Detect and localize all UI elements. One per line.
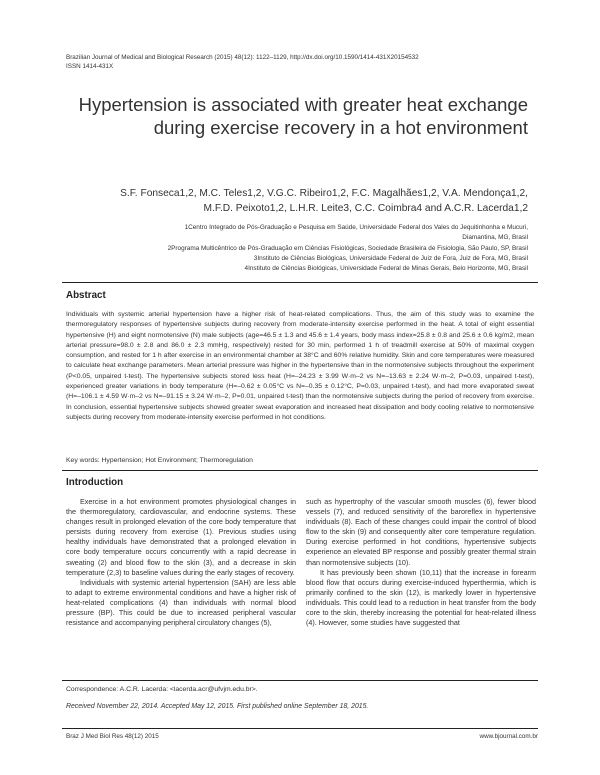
intro-paragraph-3: such as hypertrophy of the vascular smooth muscles (6), fewer blood vessels (7), and reduced sensitivity of the baroreflex in hypertensive individuals (8). Each of these changes could impair the control of blood flow to the skin (9) and consequently alter core temperature regulation. During exercise performed in hot conditions, hypertensive subjects experience an elevated BP response and possibly greater thermal strain than normotensive subjects (10). — [306, 497, 536, 567]
intro-paragraph-1: Exercise in a hot environment promotes physiological changes in the thermoregulatory, cardiovascular, and endocrine systems. These changes result in prolonged elevation of the core body temperature that persists during recovery from exercise (1). Previous studies using healthy individuals have demonstrated that a prolonged elevation in core body temperature occurs concurrently with a rapid decrease in sweating (2) and blood flow to the skin (3), and a decrease in skin temperature (2,3) to baseline values during the early stages of recovery. — [66, 497, 296, 577]
issn: ISSN 1414-431X — [66, 62, 114, 70]
article-title: Hypertension is associated with greater heat exchange during exercise recovery in a hot environment — [78, 94, 528, 138]
keywords: Key words: Hypertension; Hot Environment; Thermoregulation — [66, 457, 253, 464]
journal-citation: Brazilian Journal of Medical and Biological Research (2015) 48(12): 1122–1129, http://dx.doi.org/10.1590/1414-431X20154532 — [66, 54, 419, 61]
footer-website: www.bjournal.com.br — [479, 733, 538, 740]
intro-left-column — [66, 497, 296, 628]
received-dates: Received November 22, 2014. Accepted May 12, 2015. First published online September 18, 2015. — [66, 703, 369, 710]
divider-footnotes — [62, 680, 538, 681]
footer-citation: Braz J Med Biol Res 48(12) 2015 — [66, 733, 159, 740]
affiliation-1a: 1Centro Integrado de Pós-Graduação e Pesquisa em Saúde, Universidade Federal dos Vales do Jequitinhonha e Mucuri, — [184, 224, 528, 231]
affiliation-3: 3Instituto de Ciências Biológicas, Universidade Federal de Juiz de Fora, Juiz de Fora, MG, Brasil — [253, 254, 528, 262]
intro-right-column — [306, 497, 536, 628]
affiliation-4: 4Instituto de Ciências Biológicas, Universidade Federal de Minas Gerais, Belo Horizonte, MG, Brasil — [244, 265, 528, 273]
abstract-heading: Abstract — [66, 290, 106, 301]
author-list — [58, 186, 528, 216]
correspondence: Correspondence: A.C.R. Lacerda: <lacerda.acr@ufvjm.edu.br>. — [66, 686, 258, 693]
divider-footer — [62, 728, 538, 729]
intro-paragraph-2: Individuals with systemic arterial hypertension (SAH) are less able to adapt to extreme environmental conditions and have a higher risk of heat-related complications (4) than individuals with normal blood pressure (BP). This could be due to increased peripheral vascular resistance and accompanying peripheral circulatory changes (5), — [66, 577, 296, 628]
affiliations — [58, 223, 528, 274]
divider-introduction — [62, 470, 538, 471]
intro-paragraph-4: It has previously been shown (10,11) that the increase in forearm blood flow that occurs during exercise-induced hyperthermia, which is primarily confined to the skin (12), is markedly lower in hypertensive individuals. This could lead to a reduction in heat transfer from the body core to the skin, thereby increasing the potential for heat-related illness (4). However, some studies have suggested that — [306, 567, 536, 628]
author-line-2: M.F.D. Peixoto1,2, L.H.R. Leite3, C.C. Coimbra4 and A.C.R. Lacerda1,2 — [203, 203, 528, 214]
author-line-1: S.F. Fonseca1,2, M.C. Teles1,2, V.G.C. Ribeiro1,2, F.C. Magalhães1,2, V.A. Mendonça1,2, — [120, 188, 528, 199]
affiliation-1b: Diamantina, MG, Brasil — [462, 234, 528, 242]
journal-header — [66, 54, 419, 71]
affiliation-2: 2Programa Multicêntrico de Pós-Graduação em Ciências Fisiológicas, Sociedade Brasileira de Fisiologia, São Paulo, SP, Brasil — [167, 244, 528, 252]
abstract-text: Individuals with systemic arterial hypertension have a higher risk of heat-related complications. Thus, the aim of this study was to examine the thermoregulatory responses of hypertensive subjects during recovery from moderate-intensity exercise performed in the heat. A total of eight essential hypertensive (H) and eight normotensive (N) male subjects (age=46.5 ± 1.3 and 45.6 ± 1.4 years, body mass index=25.8 ± 0.8 and 25.6 ± 0.6 kg/m2, mean arterial pressure=98.0 ± 2.8 and 86.0 ± 2.3 mmHg, respectively) rested for 30 min, performed 1 h of treadmill exercise at 50% of maximal oxygen consumption, and rested for 1 h after exercise in an environmental chamber at 38°C and 60% relative humidity. Skin and core temperatures were measured to calculate heat exchange parameters. Mean arterial pressure was higher in the hypertensive than in the normotensive subjects throughout the experiment (P<0.05, unpaired t-test). The hypertensive subjects stored less heat (H=–24.23 ± 3.99 W·m–2 vs N=–13.63 ± 2.24 W·m–2, P=0.03, unpaired t-test), experienced greater variations in body temperature (H=–0.62 ± 0.05°C vs N=–0.35 ± 0.12°C, P=0.03, unpaired t-test), and had more evaporated sweat (H=–106.1 ± 4.59 W·m–2 vs N=–91.15 ± 3.24 W·m–2, P=0.01, unpaired t-test) than the normotensive subjects during the period of recovery from exercise. In conclusion, essential hypertensive subjects showed greater sweat evaporation and increased heat dissipation and body cooling relative to normotensive subjects during recovery from moderate-intensity exercise performed in hot conditions. — [66, 311, 534, 421]
introduction-heading: Introduction — [66, 477, 124, 488]
divider-top-abstract — [62, 282, 538, 283]
